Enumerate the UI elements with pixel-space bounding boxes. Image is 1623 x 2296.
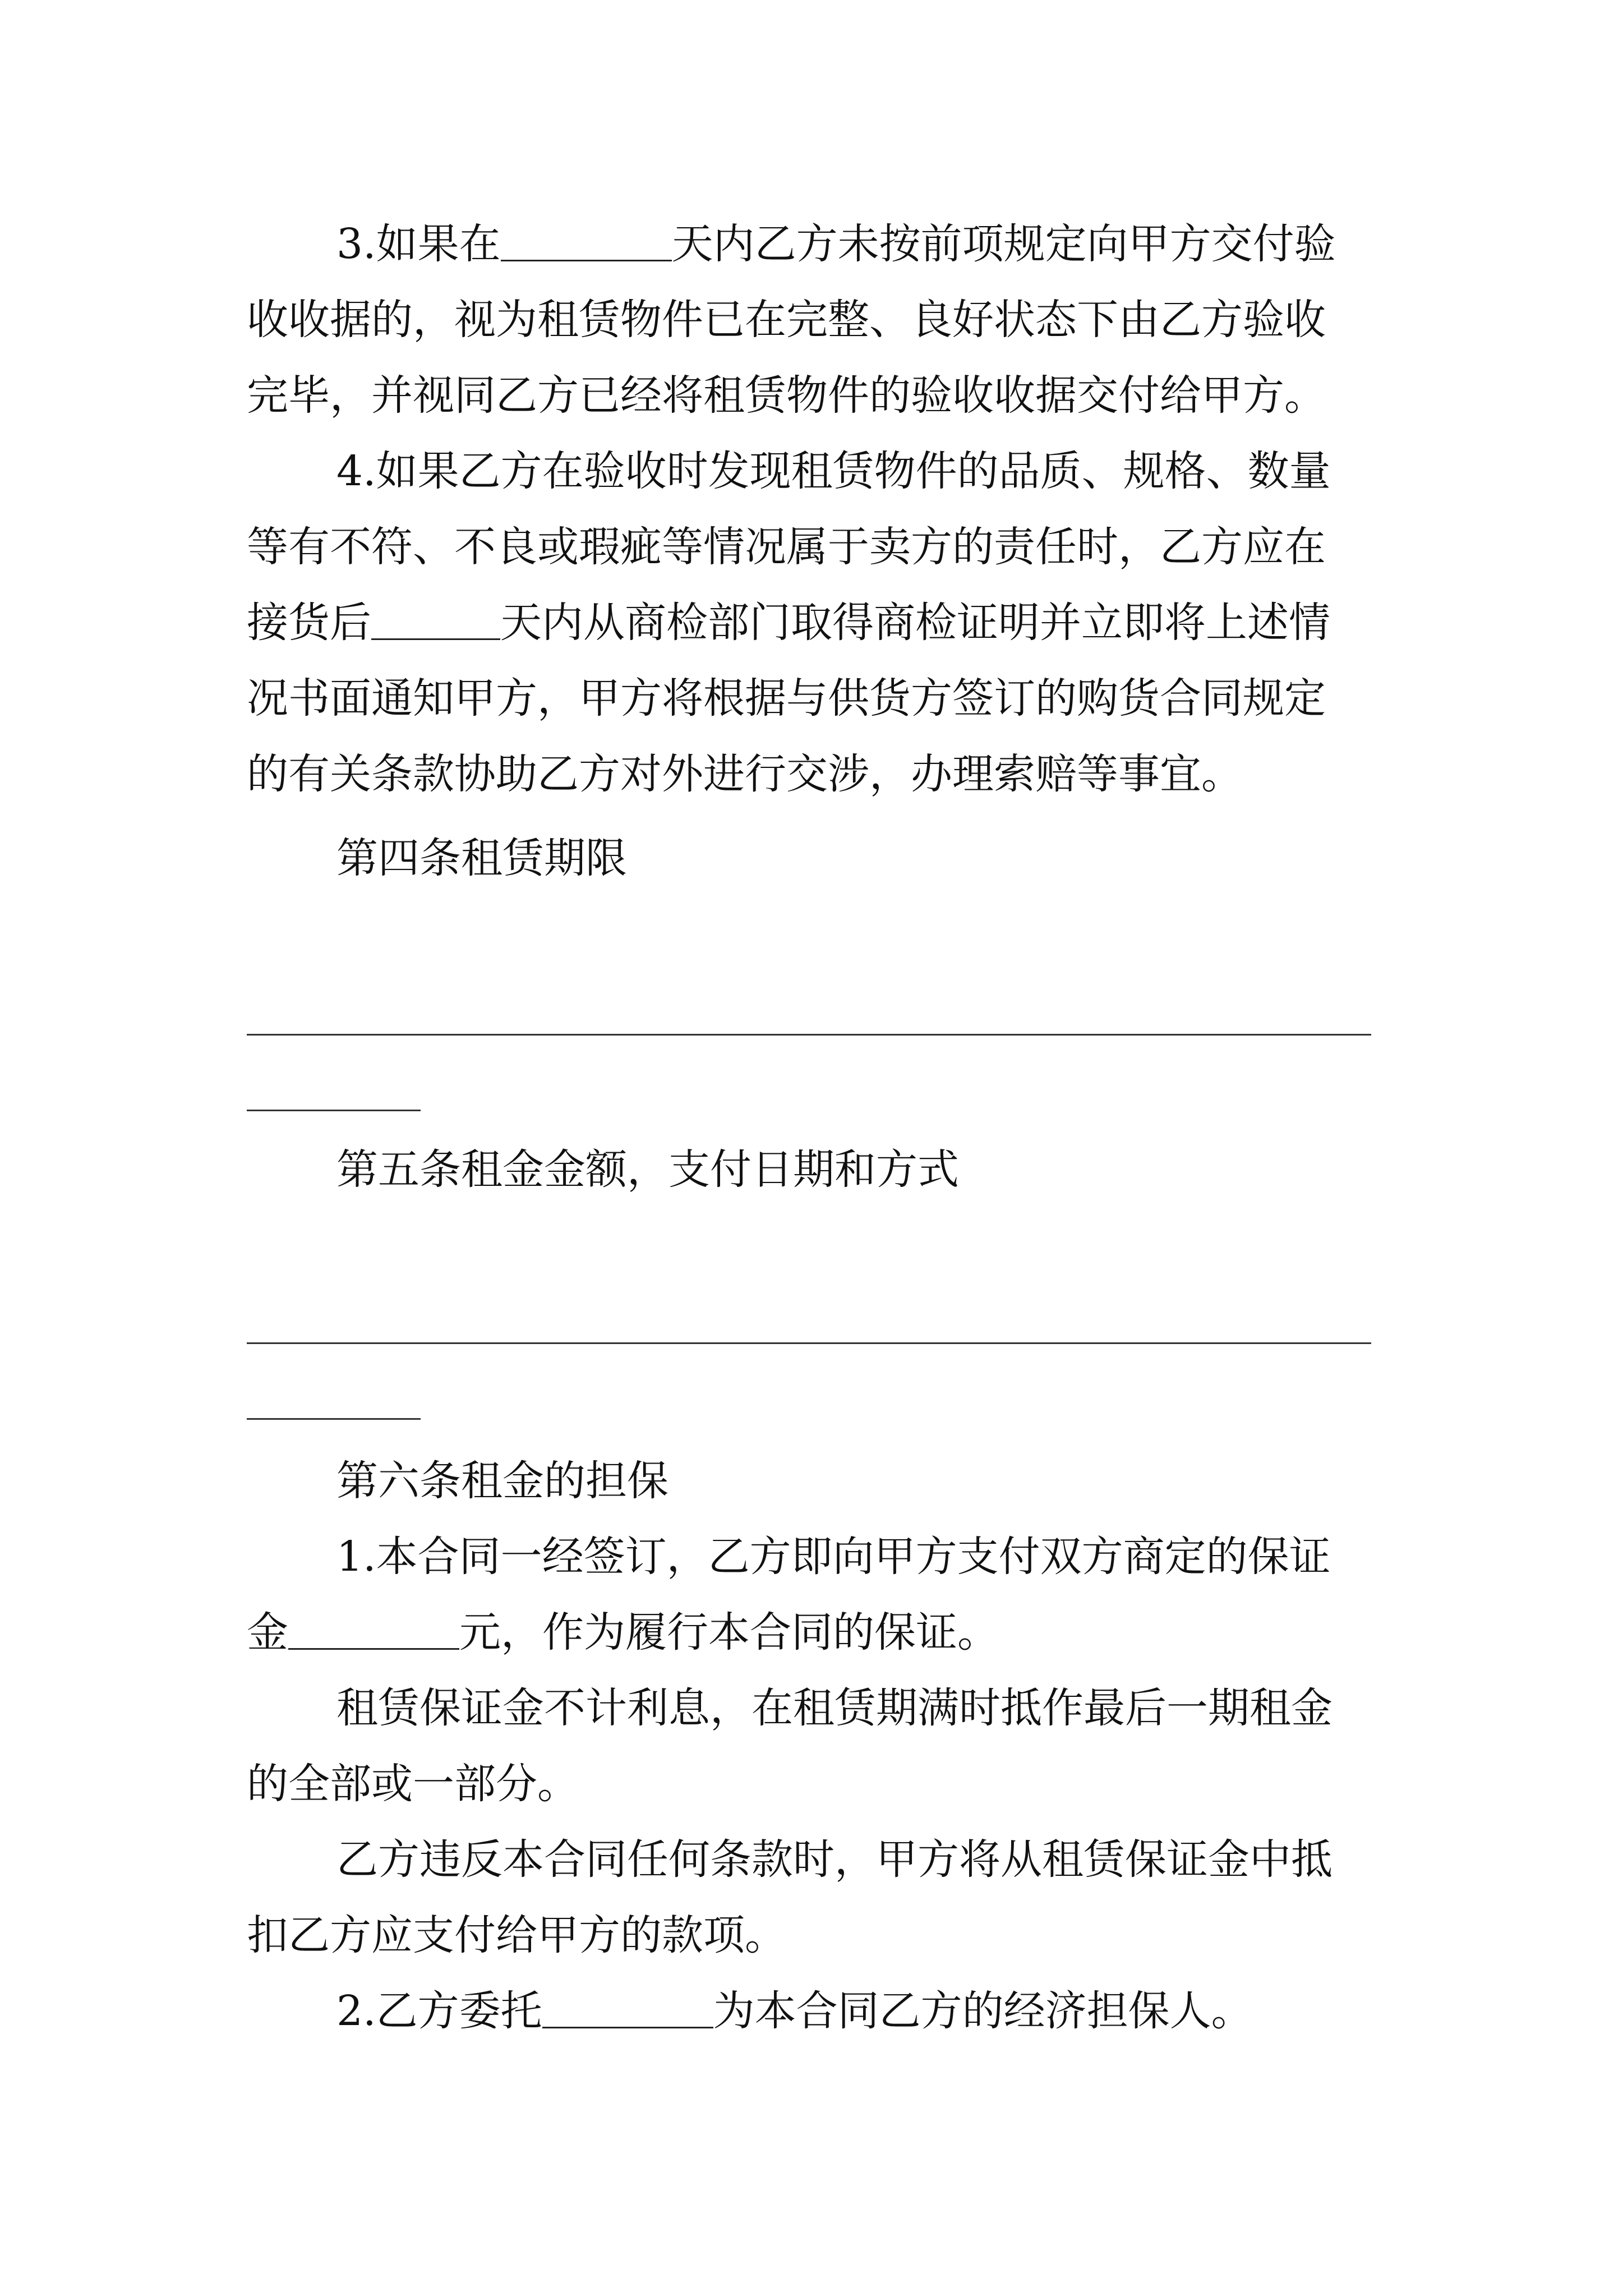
a6-2-prefix: 2.乙方委托 [336,1987,542,2035]
article-4-fill-rule-1 [247,1034,1371,1036]
a6-note1-line-1: 租赁保证金不计利息，在租赁期满时抵作最后一期租金 [336,1684,1332,1732]
p4-line-4: 况书面通知甲方，甲方将根据与供货方签订的购货合同规定 [247,674,1326,723]
p3-line-3: 完毕，并视同乙方已经将租赁物件的验收收据交付给甲方。 [247,371,1326,420]
p4-line-3-suffix: 天内从商检部门取得商检证明并立即将上述情 [500,599,1330,647]
a6-1-blank-amount [288,1614,459,1650]
p3-line-1 [336,216,1486,272]
a6-1-line-2 [247,1604,1396,1660]
a6-2-suffix: 为本合同乙方的经济担保人。 [713,1987,1253,2035]
a6-note1-line-2: 的全部或一部分。 [247,1760,579,1808]
p3-line-1-prefix: 3.如果在 [336,220,501,268]
article-5-fill-rule-2 [247,1418,421,1420]
p3-line-1-suffix: 天内乙方未按前项规定向甲方交付验 [671,220,1336,268]
article-6-heading: 第六条租金的担保 [336,1457,668,1505]
article-5-fill-rule-1 [247,1342,1371,1344]
a6-2-line [336,1983,1486,2039]
a6-1-line-1: 1.本合同一经签订，乙方即向甲方支付双方商定的保证 [336,1533,1331,1581]
a6-1-line-2-suffix: 元，作为履行本合同的保证。 [459,1608,999,1657]
p4-line-3 [247,595,1396,651]
a6-note2-line-1: 乙方违反本合同任何条款时，甲方将从租赁保证金中抵 [336,1835,1332,1884]
p4-blank-days [371,605,500,640]
p4-line-1: 4.如果乙方在验收时发现租赁物件的品质、规格、数量 [336,447,1331,495]
p3-blank-days [501,226,672,261]
article-5-heading: 第五条租金金额，支付日期和方式 [336,1145,959,1194]
a6-1-line-2-prefix: 金 [247,1608,288,1657]
p4-line-2: 等有不符、不良或瑕疵等情况属于卖方的责任时，乙方应在 [247,523,1326,571]
a6-note2-line-2: 扣乙方应支付给甲方的款项。 [247,1911,786,1959]
a6-2-blank-guarantor [542,1993,713,2028]
p4-line-3-prefix: 接货后 [247,599,371,647]
p3-line-2: 收收据的，视为租赁物件已在完整、良好状态下由乙方验收 [247,296,1326,344]
p4-line-5: 的有关条款协助乙方对外进行交涉，办理索赔等事宜。 [247,750,1243,798]
article-4-heading: 第四条租赁期限 [336,834,627,882]
article-4-fill-rule-2 [247,1110,421,1111]
